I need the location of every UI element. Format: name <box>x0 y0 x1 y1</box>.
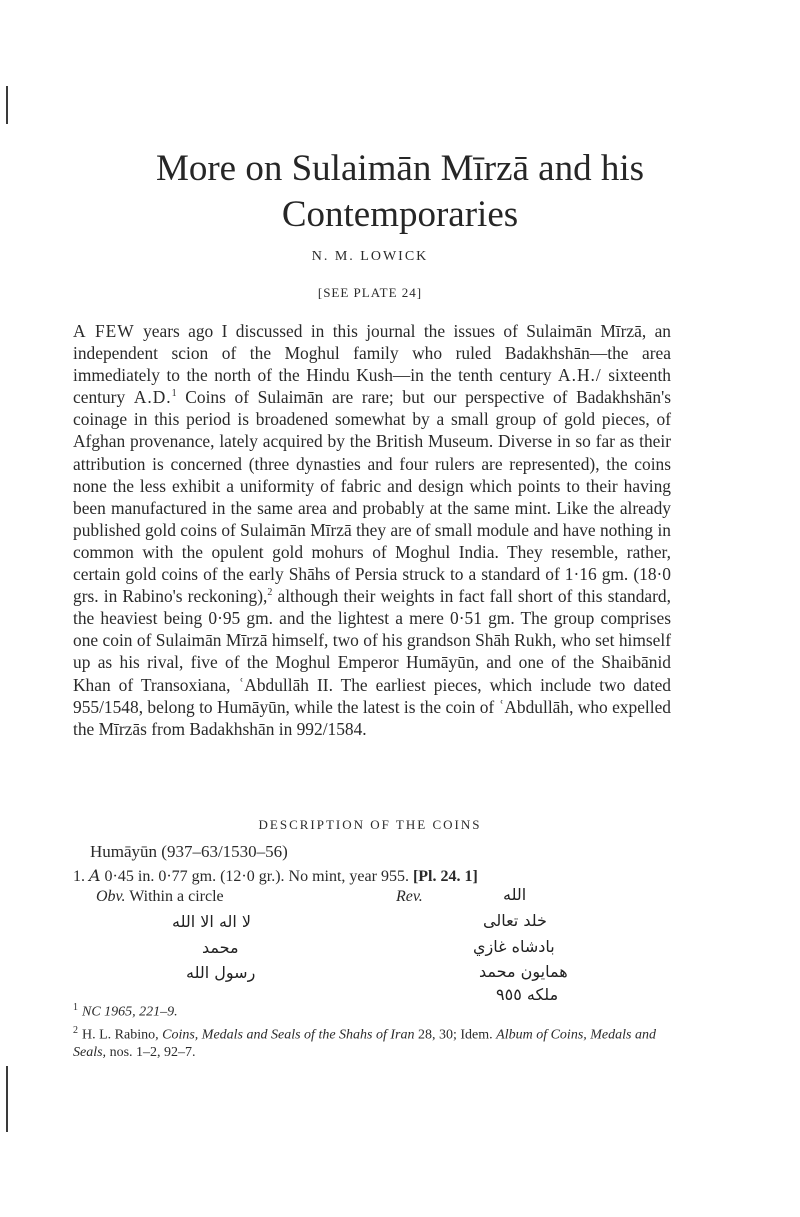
era-ah: A.H./ <box>558 365 602 386</box>
article-title-line-2: Contemporaries <box>281 194 519 235</box>
footnote-2-title-b: Album of Coins, Medals and Seals, <box>73 1027 656 1061</box>
scan-edge-mark-bottom <box>6 1066 8 1132</box>
reverse-legend-line-3: بادشاه غازي <box>473 937 555 956</box>
obverse-description: Within a circle <box>129 888 224 905</box>
body-text-4: although their weights in fact fall short of this standard, the heaviest being 0·95 gm. and the lightest a mere 0·51 gm. The group comprises one coin of Sulaimān Mīrzā himself, two of his grandson Shāh Rukh, who set himself up as his rival, five of the Moghul Emperor Humāyūn, and one of the Shaibānid Khan of Transoxiana, ʿAbdullāh II. The earliest pieces, which include two dated 955/1548, belong to Humāyūn, while the latest is the coin of ʿAbdullāh, who expelled the Mīrzās from Badakhshān in 992/1584. <box>73 586 671 739</box>
body-text-3: Coins of Sulaimān are rare; but our perspective of Badakhshān's coinage in this period is broadened somewhat by a small group of gold pieces, of Afghan provenance, lately acquired by the British Museum. Diverse in so far as their attribution is concerned (three dynasties and four rulers are represented), the coins none the less exhibit a uniformity of fabric and design which points to their having been manufactured in the same area and probably at the same mint. Like the already published gold coins of Sulaimān Mīrzā they are of small module and have nothing in common with the opulent gold mohurs of Moghul India. They resemble, rather, certain gold coins of the early Shāhs of Persia struck to a standard of 1·16 gm. (18·0 grs. in Rabino's reckoning), <box>73 387 671 607</box>
reverse-legend-line-5: ملكه ٩٥٥ <box>496 985 559 1004</box>
obverse-legend-line-1: لا اله الا الله <box>172 912 252 931</box>
article-title-line-1: More on Sulaimān Mīrzā and his <box>155 148 645 189</box>
body-text-1: years ago I discussed in this journal the issues of Sulaimān Mīrzā, an independent scion of the Moghul family who ruled Badakhshān—the area immediately to the north of the Hindu Kush—in the tenth century <box>73 321 671 386</box>
footnote-2-number: 2 <box>73 1024 78 1036</box>
footnote-2 <box>73 1022 673 1063</box>
footnote-ref-2[interactable]: 2 <box>267 587 273 599</box>
footnote-1-number: 1 <box>73 1002 78 1013</box>
scan-edge-mark-top <box>6 86 8 124</box>
footnote-1 <box>73 999 673 1022</box>
reverse-legend-line-1: الله <box>503 885 527 904</box>
coin-entry <box>73 866 478 886</box>
section-heading: DESCRIPTION OF THE COINS <box>258 817 482 832</box>
footnote-2-text-b: 28, 30; Idem. <box>414 1027 497 1043</box>
body-text-2: sixteenth century <box>73 365 671 408</box>
obverse-legend-line-3: رسول الله <box>186 963 256 982</box>
lead-small-caps: A FEW <box>73 321 135 341</box>
era-ad: A.D. <box>133 387 172 408</box>
obverse-label <box>96 888 224 906</box>
footnote-2-text-c: nos. 1–2, 92–7. <box>106 1045 196 1061</box>
footnote-ref-1[interactable]: 1 <box>171 388 177 400</box>
ruler-heading: Humāyūn (937–63/1530–56) <box>90 842 288 861</box>
coin-details: 𝐴 0·45 in. 0·77 gm. (12·0 gr.). No mint, year 955. <box>89 868 409 885</box>
footnote-2-title-a: Coins, Medals and Seals of the Shahs of Iran <box>162 1027 415 1043</box>
reverse-label <box>396 888 423 906</box>
coin-number: 1. <box>73 868 85 885</box>
footnote-1-text: NC 1965, 221–9. <box>82 1004 178 1020</box>
reverse-legend-line-4: همايون محمد <box>479 962 568 981</box>
body-paragraph <box>73 320 671 740</box>
footnote-2-text-a: H. L. Rabino, <box>82 1027 163 1043</box>
footnotes <box>73 999 673 1062</box>
reverse-label-text: Rev. <box>396 888 423 905</box>
obverse-label-text: Obv. <box>96 888 126 905</box>
reverse-legend-line-2: خلد تعالى <box>483 911 547 930</box>
plate-reference: [SEE PLATE 24] <box>317 285 423 300</box>
obverse-legend-line-2: محمد <box>202 938 239 957</box>
author-name: N. M. LOWICK <box>311 249 429 264</box>
coin-plate-ref: [Pl. 24. 1] <box>412 868 478 885</box>
